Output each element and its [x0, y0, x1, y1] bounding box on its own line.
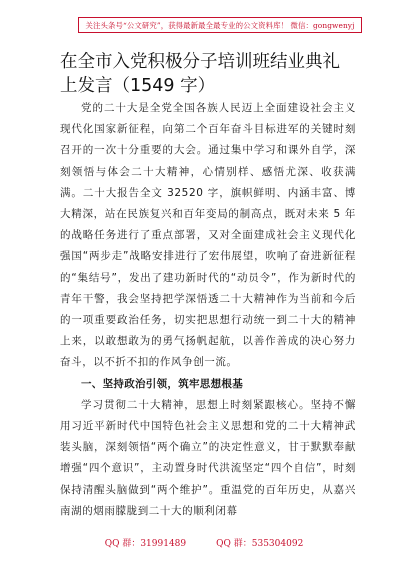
- footer-qq-group-1: QQ 群：31991489: [104, 539, 187, 549]
- document-title: 在全市入党积极分子培训班结业典礼上发言（1549 字）: [60, 52, 340, 96]
- promo-banner-text: 关注头条号“公文研究”，获得最新最全最专业的公文资料库！ 微信：gongwenyj: [85, 20, 355, 30]
- body-paragraph: 党的二十大是全党全国各族人民迈上全面建设社会主义现代化国家新征程，向第二个百年奋斗目标进军的关键时刻召开的一次十分重要的大会。通过集中学习和课外自学，深刻领悟与体会二十大精神，心情别样、感悟尤深、收获满满。二十大报告全文 32520 字，旗帜鲜明、内涵丰富、博大精深，站在民族复兴和百年变局的制高点，既对未来 5 年的战略任务进行了重点部署，又对全面建成社会主义现代化强国“两步走”战略安排进行了宏伟展望，吹响了奋进新征程的“集结号”，发出了建功新时代的“动员令”，作为新时代的青年干警，我会坚持把学深悟透二十大精神作为当前和今后的一项重要政治任务，切实把思想行动统一到二十大的精神上来，以敢想敢为的勇气扬帆起航，以善作善成的决心努力奋斗，以不折不扣的作风争创一流。: [60, 102, 356, 369]
- document-body: [60, 98, 356, 522]
- body-paragraph: 学习贯彻二十大精神，思想上时刻紧跟核心。坚持不懈用习近平新时代中国特色社会主义思想和党的二十大精神武装头脑，深刻领悟“两个确立”的决定性意义，甘于默默奉献增强“四个意识”，主动置身时代洪流坚定“四个自信”，时刻保持清醒头脑做到“两个维护”。重温党的百年历史，从嘉兴南湖的烟雨朦胧到二十大的顺利闭幕: [60, 398, 356, 517]
- section-heading: 一、坚持政治引领，筑牢思想根基: [81, 377, 243, 390]
- footer: [0, 536, 408, 549]
- promo-banner: [78, 17, 362, 33]
- footer-qq-group-2: QQ 群：535304092: [216, 539, 304, 549]
